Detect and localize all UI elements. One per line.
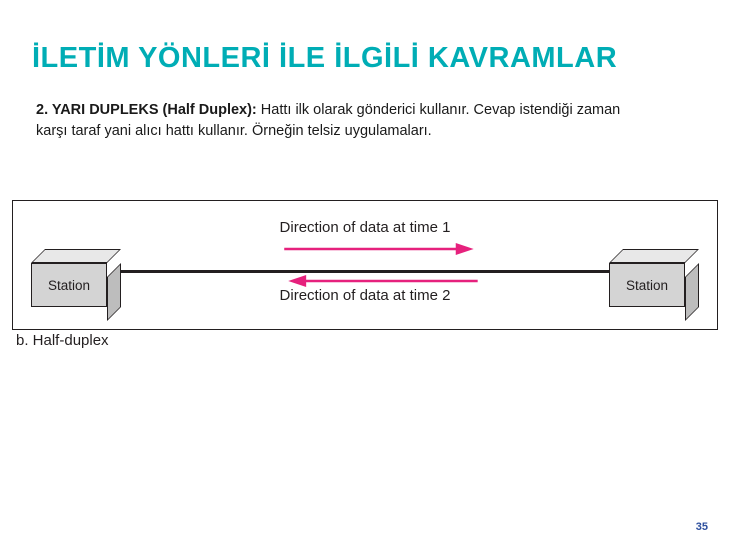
paragraph-rest: Hattı ilk olarak gönderici kullanır. Cevap istendiği zaman karşı taraf yani alıcı hattı kullanır. Örneğin telsiz uygulamaları. (36, 102, 621, 140)
figure-caption: b. Half-duplex (16, 332, 109, 349)
station-right-label: Station (625, 277, 669, 293)
arrow-top-label: Direction of data at time 1 (279, 219, 451, 236)
figure-half-duplex (12, 200, 718, 330)
page-number: 35 (695, 521, 708, 533)
arrow-right-icon (13, 241, 717, 257)
station-left-label: Station (47, 277, 91, 293)
body-paragraph (36, 100, 636, 142)
paragraph-lead: 2. YARI DUPLEKS (Half Duplex): (36, 102, 257, 118)
page-title: İLETİM YÖNLERİ İLE İLGİLİ KAVRAMLAR (32, 42, 618, 74)
arrow-bottom-label: Direction of data at time 2 (279, 287, 451, 304)
